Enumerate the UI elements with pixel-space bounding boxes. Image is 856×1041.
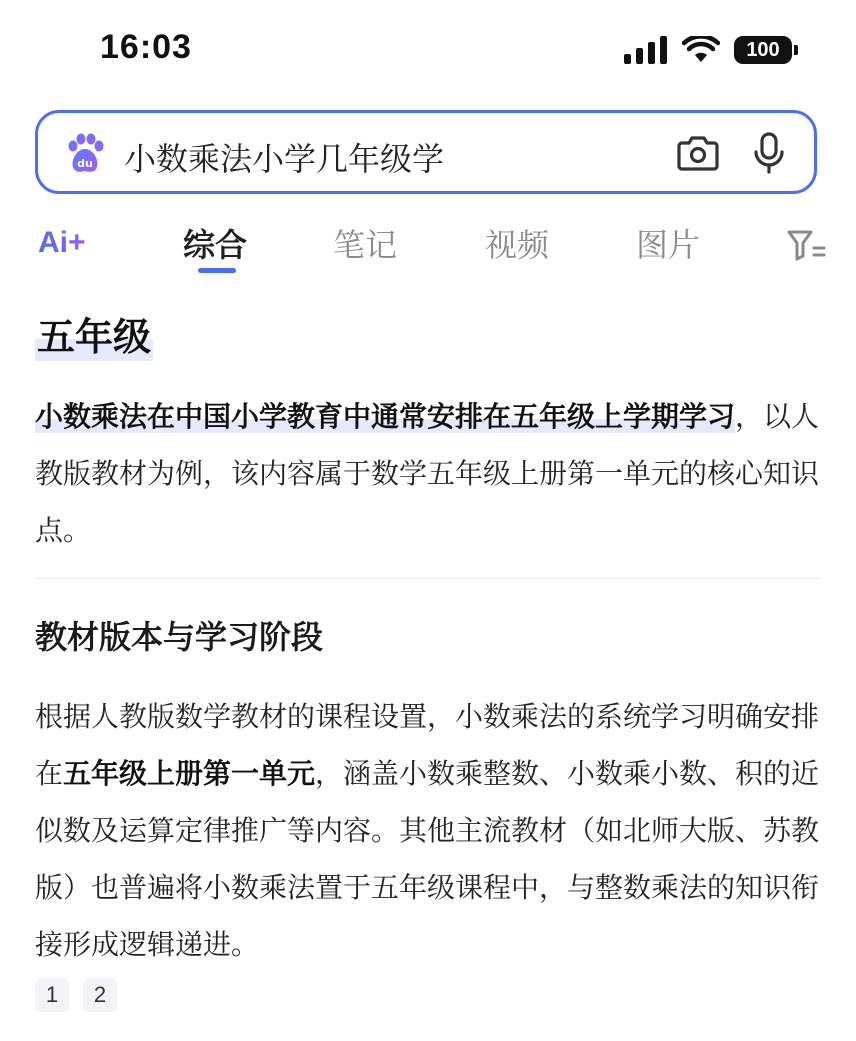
tab-videos[interactable]: 视频	[485, 226, 550, 264]
answer-summary-rest: ，以人教版教材为例，该内容属于数学五年级上册第一单元的核心知识点。	[35, 400, 820, 547]
section-body-part1: 根据人教版数学教材的课程设置，小数乘法的系统学习明确安排在	[35, 700, 820, 790]
section-body-bold: 五年级上册第一单元	[63, 757, 316, 790]
answer-summary-highlight: 小数乘法在中国小学教育中通常安排在五年级上学期学习	[35, 400, 736, 433]
active-tab-indicator	[198, 268, 236, 273]
status-icons	[624, 36, 792, 64]
reference-badge-1[interactable]: 1	[35, 978, 69, 1012]
wifi-icon	[682, 36, 720, 64]
tab-ai[interactable]	[38, 224, 102, 258]
tab-comprehensive[interactable]: 综合	[183, 226, 248, 264]
filter-icon[interactable]	[786, 228, 826, 262]
battery-level: 100	[746, 38, 780, 61]
search-input[interactable]: 小数乘法小学几年级学	[124, 140, 445, 178]
baidu-logo-icon	[64, 133, 106, 175]
battery-icon	[734, 36, 792, 64]
section-body-part2: ，涵盖小数乘整数、小数乘小数、积的近似数及运算定律推广等内容。其他主流教材（如北师大版、苏教版）也普遍将小数乘法置于五年级课程中，与整数乘法的知识衔接形成逻辑递进。	[35, 757, 820, 961]
section-heading: 教材版本与学习阶段	[35, 618, 324, 656]
section-body	[35, 688, 825, 973]
answer-summary	[35, 388, 825, 559]
microphone-icon[interactable]	[750, 131, 788, 175]
svg-text:du: du	[77, 157, 93, 170]
reference-list	[35, 978, 117, 1012]
tab-notes[interactable]: 笔记	[333, 226, 398, 264]
result-tabs	[0, 210, 856, 280]
status-bar	[0, 0, 856, 100]
status-time: 16:03	[100, 28, 192, 66]
camera-icon[interactable]	[676, 133, 720, 173]
search-bar[interactable]	[35, 110, 817, 194]
reference-badge-2[interactable]: 2	[83, 978, 117, 1012]
svg-text:Ai+: Ai+	[38, 226, 86, 258]
ai-plus-icon	[38, 224, 102, 258]
signal-icon	[624, 36, 668, 64]
section-divider	[35, 578, 821, 579]
tab-images[interactable]: 图片	[636, 226, 701, 264]
answer-title: 五年级	[35, 306, 153, 361]
